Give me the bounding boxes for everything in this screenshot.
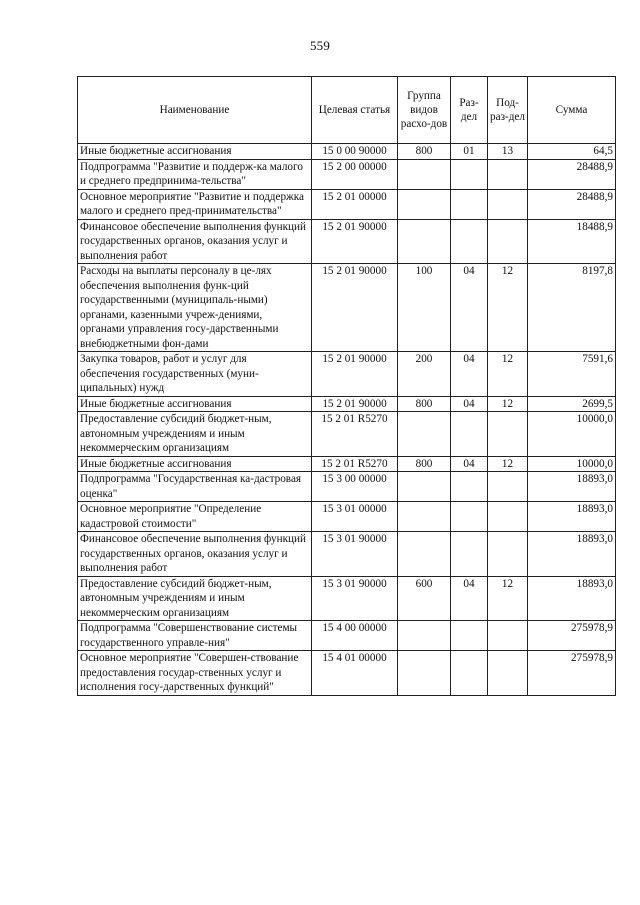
cell-group: 200 [398, 352, 451, 397]
column-header-target: Целевая статья [312, 77, 398, 144]
cell-group [398, 219, 451, 264]
cell-group: 800 [398, 456, 451, 472]
cell-section [451, 159, 488, 189]
cell-section: 01 [451, 144, 488, 160]
table-header-row [78, 77, 616, 144]
cell-target: 15 2 01 00000 [312, 189, 398, 219]
table-row [78, 396, 616, 412]
cell-name: Иные бюджетные ассигнования [78, 456, 312, 472]
column-header-amount: Сумма [528, 77, 616, 144]
cell-target: 15 2 01 90000 [312, 264, 398, 352]
cell-section [451, 412, 488, 457]
cell-name: Подпрограмма "Государственная ка-дастровая оценка" [78, 472, 312, 502]
cell-target: 15 2 01 90000 [312, 396, 398, 412]
cell-section: 04 [451, 352, 488, 397]
cell-section [451, 219, 488, 264]
cell-target: 15 2 01 90000 [312, 219, 398, 264]
cell-amount: 7591,6 [528, 352, 616, 397]
cell-subsection [488, 219, 528, 264]
cell-subsection [488, 502, 528, 532]
table-row [78, 189, 616, 219]
cell-group [398, 159, 451, 189]
column-header-subsection: Под-раз-дел [488, 77, 528, 144]
cell-name: Закупка товаров, работ и услуг для обеспечения государственных (муни-ципальных) нужд [78, 352, 312, 397]
cell-section: 04 [451, 396, 488, 412]
table-row [78, 532, 616, 577]
cell-subsection [488, 189, 528, 219]
cell-section: 04 [451, 264, 488, 352]
table-row [78, 264, 616, 352]
page-number: 559 [309, 38, 331, 53]
cell-subsection: 12 [488, 264, 528, 352]
cell-name: Финансовое обеспечение выполнения функций государственных органов, оказания услуг и выполнения работ [78, 532, 312, 577]
cell-name: Основное мероприятие "Развитие и поддержка малого и среднего пред-принимательства" [78, 189, 312, 219]
cell-subsection: 12 [488, 352, 528, 397]
cell-group [398, 621, 451, 651]
table-row [78, 352, 616, 397]
cell-group: 600 [398, 576, 451, 621]
cell-section: 04 [451, 576, 488, 621]
cell-subsection [488, 651, 528, 696]
cell-name: Предоставление субсидий бюджет-ным, автономным учреждениям и иным некоммерческим организациям [78, 576, 312, 621]
table-row [78, 502, 616, 532]
table-row [78, 219, 616, 264]
cell-target: 15 2 01 R5270 [312, 456, 398, 472]
cell-group [398, 472, 451, 502]
table-row [78, 159, 616, 189]
cell-subsection: 12 [488, 396, 528, 412]
cell-name: Предоставление субсидий бюджет-ным, автономным учреждениям и иным некоммерческим организациям [78, 412, 312, 457]
cell-section [451, 189, 488, 219]
cell-name: Основное мероприятие "Совершен-ствование предоставления государ-ственных услуг и исполнения госу-дарственных функций" [78, 651, 312, 696]
column-header-group: Группа видов расхо-дов [398, 77, 451, 144]
cell-name: Расходы на выплаты персоналу в це-лях обеспечения выполнения функ-ций государственными (муниципаль-ными) органами, казенными учреж-дениями, органами управления госу-дарственными внебюджетными фон-дами [78, 264, 312, 352]
cell-target: 15 4 00 00000 [312, 621, 398, 651]
cell-amount: 18893,0 [528, 472, 616, 502]
cell-section: 04 [451, 456, 488, 472]
column-header-section: Раз-дел [451, 77, 488, 144]
cell-subsection [488, 621, 528, 651]
cell-section [451, 651, 488, 696]
cell-amount: 64,5 [528, 144, 616, 160]
cell-subsection [488, 472, 528, 502]
cell-subsection [488, 159, 528, 189]
column-header-name: Наименование [78, 77, 312, 144]
cell-subsection: 12 [488, 576, 528, 621]
cell-group [398, 532, 451, 577]
cell-subsection [488, 412, 528, 457]
table-row [78, 412, 616, 457]
cell-amount: 18893,0 [528, 502, 616, 532]
cell-group: 800 [398, 144, 451, 160]
cell-group: 100 [398, 264, 451, 352]
table-row [78, 472, 616, 502]
cell-section [451, 502, 488, 532]
cell-amount: 18893,0 [528, 576, 616, 621]
cell-section [451, 621, 488, 651]
cell-amount: 28488,9 [528, 189, 616, 219]
table-body [78, 144, 616, 696]
cell-amount: 10000,0 [528, 412, 616, 457]
cell-section [451, 532, 488, 577]
budget-table [77, 76, 616, 696]
cell-target: 15 3 01 00000 [312, 502, 398, 532]
cell-group [398, 412, 451, 457]
cell-name: Финансовое обеспечение выполнения функций государственных органов, оказания услуг и выполнения работ [78, 219, 312, 264]
cell-section [451, 472, 488, 502]
table-row [78, 144, 616, 160]
cell-name: Подпрограмма "Совершенствование системы государственного управле-ния" [78, 621, 312, 651]
table-row [78, 576, 616, 621]
cell-amount: 18893,0 [528, 532, 616, 577]
cell-group [398, 189, 451, 219]
table-row [78, 456, 616, 472]
cell-group: 800 [398, 396, 451, 412]
table-row [78, 621, 616, 651]
cell-amount: 10000,0 [528, 456, 616, 472]
cell-target: 15 4 01 00000 [312, 651, 398, 696]
cell-target: 15 3 00 00000 [312, 472, 398, 502]
cell-name: Иные бюджетные ассигнования [78, 144, 312, 160]
cell-name: Иные бюджетные ассигнования [78, 396, 312, 412]
cell-target: 15 2 01 R5270 [312, 412, 398, 457]
cell-target: 15 3 01 90000 [312, 576, 398, 621]
cell-subsection: 12 [488, 456, 528, 472]
cell-name: Основное мероприятие "Определение кадастровой стоимости" [78, 502, 312, 532]
cell-amount: 275978,9 [528, 621, 616, 651]
cell-amount: 2699,5 [528, 396, 616, 412]
table-row [78, 651, 616, 696]
cell-target: 15 2 00 00000 [312, 159, 398, 189]
cell-group [398, 651, 451, 696]
cell-target: 15 3 01 90000 [312, 532, 398, 577]
cell-subsection: 13 [488, 144, 528, 160]
cell-name: Подпрограмма "Развитие и поддерж-ка малого и среднего предпринима-тельства" [78, 159, 312, 189]
cell-amount: 18488,9 [528, 219, 616, 264]
cell-target: 15 0 00 90000 [312, 144, 398, 160]
cell-group [398, 502, 451, 532]
cell-subsection [488, 532, 528, 577]
cell-target: 15 2 01 90000 [312, 352, 398, 397]
cell-amount: 28488,9 [528, 159, 616, 189]
cell-amount: 8197,8 [528, 264, 616, 352]
cell-amount: 275978,9 [528, 651, 616, 696]
